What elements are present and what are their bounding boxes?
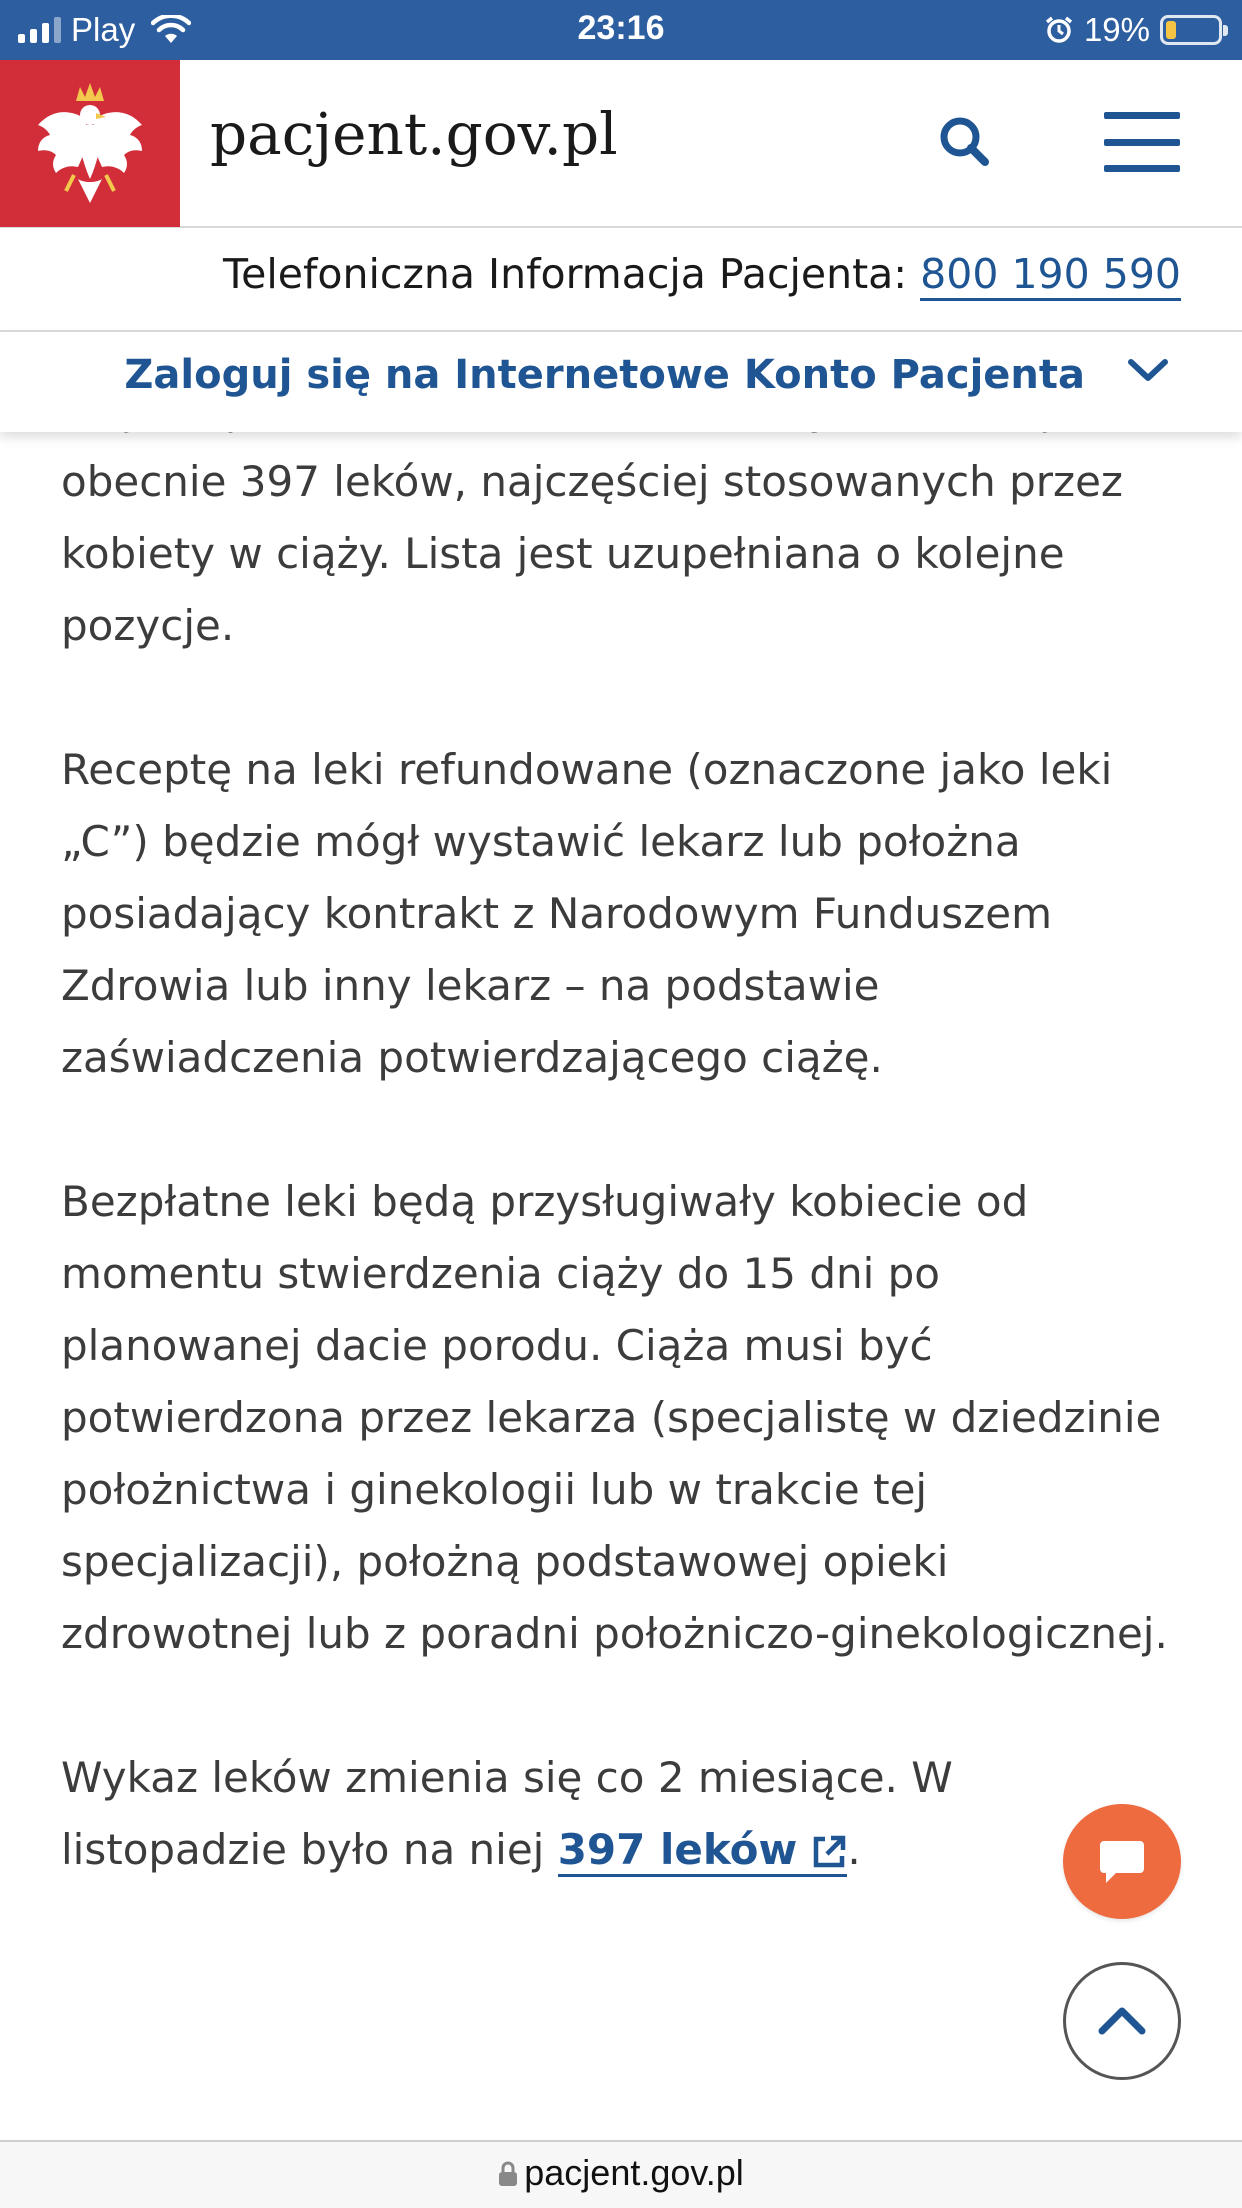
login-bar[interactable] — [0, 332, 1242, 432]
battery-level-fill — [1166, 21, 1176, 39]
scroll-to-top-button[interactable] — [1063, 1962, 1181, 2080]
login-link[interactable]: Zaloguj się na Internetowe Konto Pacjenta — [124, 352, 1085, 398]
paragraph-4 — [61, 1742, 1191, 1886]
paragraph-4-text: Wykaz leków zmienia się co 2 miesiące. W listopadzie było na niej — [61, 1753, 953, 1874]
paragraph-3: Bezpłatne leki będą przysługiwały kobiecie od momentu stwierdzenia ciąży do 15 dni po planowanej dacie porodu. Ciąża musi być potwierdzona przez lekarza (specjalistę w dziedzinie położnictwa i ginekologii lub w trakcie tej specjalizacji), położną podstawowej opieki zdrowotnej lub z poradni położniczo-ginekologicznej. — [61, 1177, 1168, 1658]
site-header — [0, 60, 1242, 228]
phone-number-link[interactable]: 800 190 590 — [920, 250, 1181, 301]
alarm-icon — [1044, 15, 1074, 45]
eagle-emblem-icon — [30, 79, 150, 209]
chevron-down-icon[interactable] — [1126, 356, 1170, 386]
url-display[interactable] — [0, 2152, 1242, 2194]
medicines-list-link[interactable] — [558, 1825, 848, 1877]
paragraph-1: obecnie 397 leków, najczęściej stosowanych przez kobiety w ciąży. Lista jest uzupełniana o kolejne pozycje. — [61, 457, 1123, 650]
site-title[interactable]: pacjent.gov.pl — [210, 100, 618, 168]
chat-button[interactable] — [1063, 1804, 1181, 1919]
external-link-icon — [811, 1834, 847, 1870]
carrier-name: Play — [71, 11, 136, 48]
phone-label: Telefoniczna Informacja Pacjenta: — [223, 250, 908, 298]
battery-percent: 19% — [1083, 11, 1150, 48]
url-text: pacjent.gov.pl — [524, 2152, 744, 2193]
browser-url-bar[interactable] — [0, 2140, 1242, 2208]
battery-icon — [1160, 15, 1222, 45]
polish-eagle-logo[interactable] — [0, 60, 180, 227]
chevron-up-icon — [1097, 2005, 1147, 2037]
patient-phone-bar — [0, 228, 1242, 332]
status-bar — [0, 0, 1242, 60]
status-time: 23:16 — [577, 9, 665, 47]
medicines-list-link-label: 397 leków — [557, 1825, 798, 1874]
paragraph-2: Receptę na leki refundowane (oznaczone jako leki „C”) będzie mógł wystawić lekarz lub położna posiadający kontrakt z Narodowym Funduszem Zdrowia lub inny lekarz – na podstawie zaświadczenia potwierdzającego ciążę. — [61, 745, 1113, 1082]
status-right — [1044, 9, 1222, 51]
phone-info — [223, 250, 1181, 298]
search-button[interactable] — [935, 112, 995, 172]
lock-icon — [498, 2161, 518, 2187]
article-content — [61, 374, 1191, 1958]
paragraph-4-end: . — [847, 1825, 861, 1874]
hamburger-menu-icon[interactable] — [1104, 112, 1180, 172]
chat-bubble-icon — [1098, 1839, 1146, 1885]
search-icon — [935, 112, 995, 172]
